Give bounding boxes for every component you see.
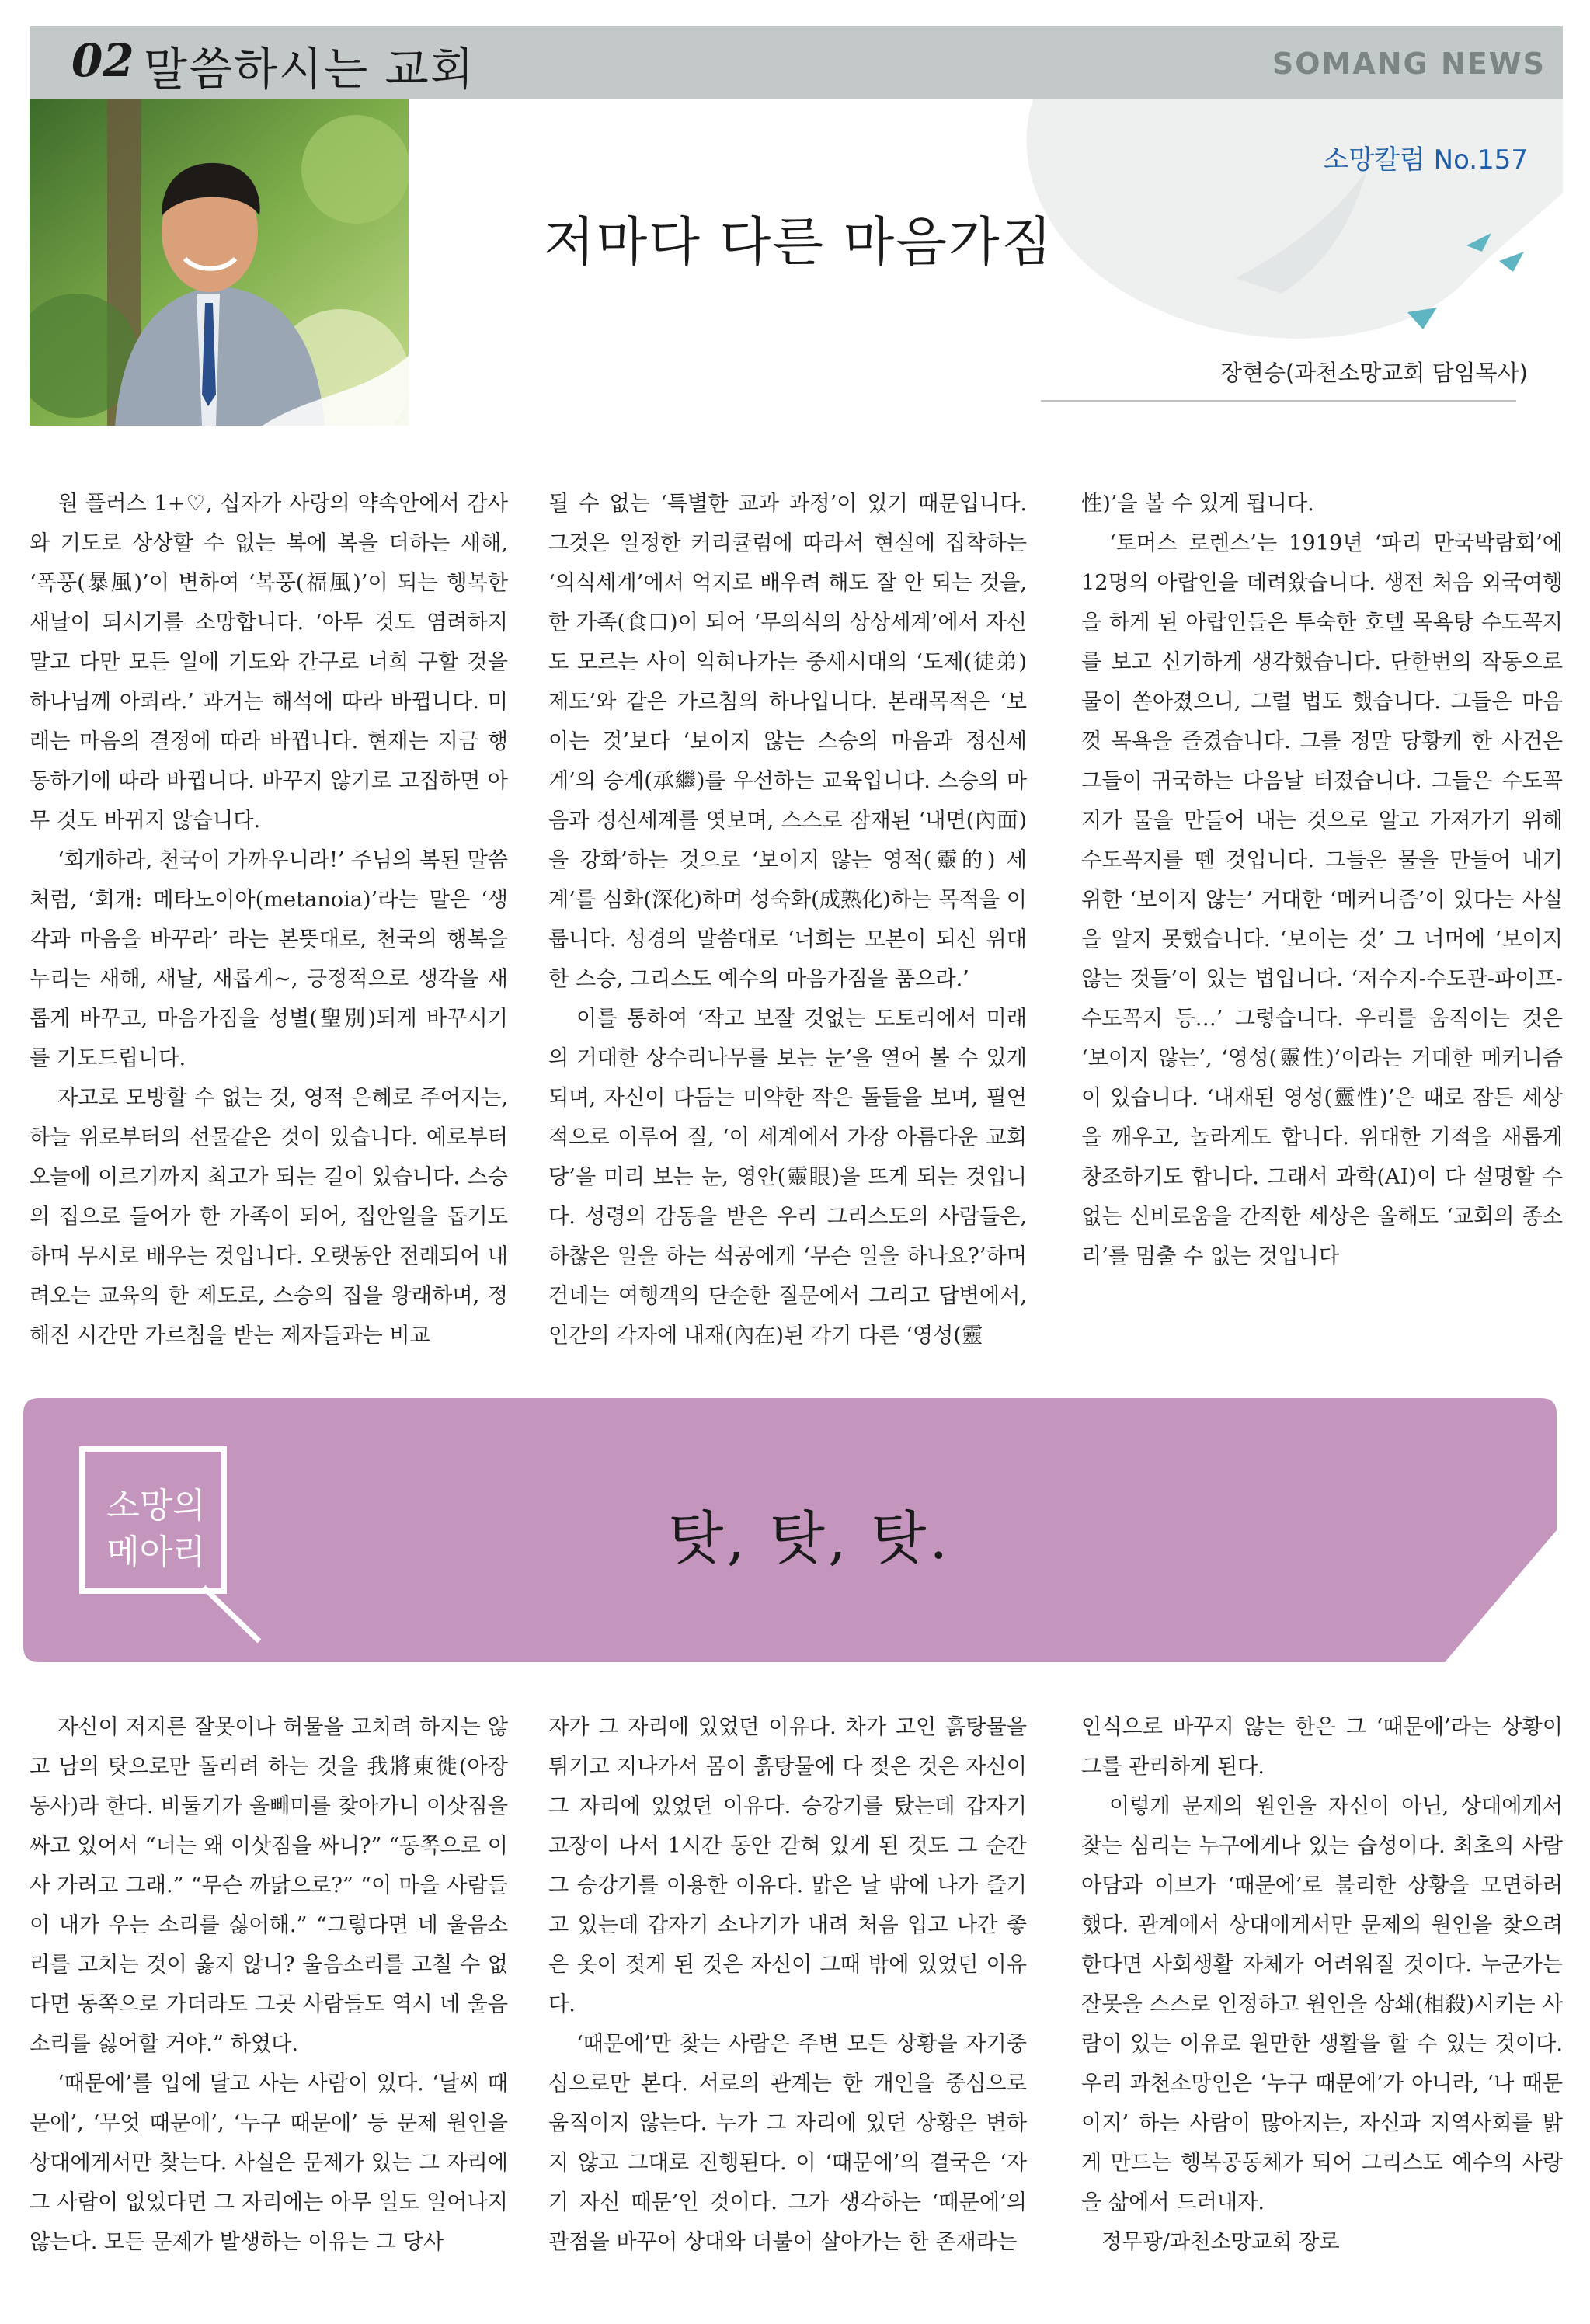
paragraph: 이렇게 문제의 원인을 자신이 아닌, 상대에게서 찾는 심리는 누구에게나 있는 습성이다. 최초의 사람 아담과 이브가 ‘때문에’로 불리한 상황을 모면하려 했다. 관계에서 상대에게서만 문제의 원인을 찾으려 한다면 사회생활 자체가 어려워질 것이다. 누군가는 잘못을 스스로 인정하고 원인을 상쇄(相殺)시키는 사람이 있는 이유로 원만한 생활을 할 수 있는 것이다. 우리 과천소망인은 ‘누구 때문에’가 아니라, ‘나 때문이지’ 하는 사람이 많아지는, 자신과 지역사회를 밝게 만드는 행복공동체가 되어 그리스도 예수의 사랑을 삶에서 드러내자. xyxy=(1081,1794,1563,2214)
article2-column-1 xyxy=(30,1707,508,2313)
bird-icon xyxy=(1499,252,1524,272)
article-signature: 정무광/과천소망교회 장로 xyxy=(1101,2230,1340,2254)
section-title: 말씀하시는 교회 xyxy=(144,43,475,96)
page-number: 02 xyxy=(71,34,134,87)
article2-column-2 xyxy=(548,1707,1027,2313)
paragraph: 인식으로 바꾸지 않는 한은 그 ‘때문에’라는 상황이 그를 관리하게 된다. xyxy=(1081,1715,1563,1779)
paragraph: 이를 통하여 ‘작고 보잘 것없는 도토리에서 미래의 거대한 상수리나무를 보는 눈’을 열어 볼 수 있게 되며, 자신이 다듬는 미약한 작은 돌들을 보며, 필연적으로 이루어 질, ‘이 세계에서 가장 아름다운 교회당’을 미리 보는 눈, 영안(靈眼)을 뜨게 되는 것입니다. 성령의 감동을 받은 우리 그리스도의 사람들은, 하찮은 일을 하는 석공에게 ‘무슨 일을 하나요?’하며 건네는 여행객의 단순한 질문에서 그리고 답변에서, 인간의 각자에 내재(內在)된 각기 다른 ‘영성(靈 xyxy=(548,1007,1027,1348)
paragraph: 性)’을 볼 수 있게 됩니다. xyxy=(1081,492,1314,516)
paragraph: ‘때문에’를 입에 달고 사는 사람이 있다. ‘날씨 때문에’, ‘무엇 때문에’, ‘누구 때문에’ 등 문제 원인을 상대에게서만 찾는다. 사실은 문제가 있는 그 자리에 그 사람이 없었다면 그 자리에는 아무 일도 일어나지 않는다. 모든 문제가 발생하는 이유는 그 당사 xyxy=(30,2072,508,2254)
article1-column-2 xyxy=(548,484,1027,1362)
article1-column-3 xyxy=(1081,484,1563,1362)
paragraph: ‘토머스 로렌스’는 1919년 ‘파리 만국박람회’에 12명의 아랍인을 데려왔습니다. 생전 처음 외국여행을 하게 된 아랍인들은 투숙한 호텔 목욕탕 수도꼭지를 보고 신기하게 생각했습니다. 단한번의 작동으로 물이 쏟아졌으니, 그럴 법도 했습니다. 그들은 마음껏 목욕을 즐겼습니다. 그를 정말 당황케 한 사건은 그들이 귀국하는 다음날 터졌습니다. 그들은 수도꼭지가 물을 만들어 내는 것으로 알고 가져가기 위해 수도꼭지를 뗀 것입니다. 그들은 물을 만들어 내기 위한 ‘보이지 않는’ 거대한 ‘메커니즘’이 있다는 사실을 알지 못했습니다. ‘보이는 것’ 그 너머에 ‘보이지 않는 것들’이 있는 법입니다. ‘저수지-수도관-파이프-수도꼭지 등…’ 그렇습니다. 우리를 움직이는 것은 ‘보이지 않는’, ‘영성(靈性)’이라는 거대한 메커니즘이 있습니다. ‘내재된 영성(靈性)’은 때로 잠든 세상을 깨우고, 놀라게도 합니다. 위대한 기적을 새롭게 창조하기도 합니다. 그래서 과학(AI)이 다 설명할 수 없는 신비로움을 간직한 세상은 올해도 ‘교회의 종소리’를 멈출 수 없는 것입니다 xyxy=(1081,531,1563,1268)
author-byline: 장현승(과천소망교회 담임목사) xyxy=(1219,360,1528,386)
paragraph: ‘회개하라, 천국이 가까우니라!’ 주님의 복된 말씀처럼, ‘회개: 메타노이아(metanoia)’라는 말은 ‘생각과 마음을 바꾸라’ 라는 본뜻대로, 천국의 행복을 누리는 새해, 새날, 새롭게~, 긍정적으로 생각을 새롭게 바꾸고, 마음가짐을 성별(聖別)되게 바꾸시기를 기도드립니다. xyxy=(30,848,508,1070)
paragraph: 자신이 저지른 잘못이나 허물을 고치려 하지는 않고 남의 탓으로만 돌리려 하는 것을 我將東徙(아장동사)라 한다. 비둘기가 올빼미를 찾아가니 이삿짐을 싸고 있어서 “너는 왜 이삿짐을 싸니?” “동쪽으로 이사 가려고 그래.” “무슨 까닭으로?” “이 마을 사람들이 내가 우는 소리를 싫어해.” “그렇다면 네 울음소리를 고치는 것이 옳지 않니? 울음소리를 고칠 수 없다면 동쪽으로 가더라도 그곳 사람들도 역시 네 울음소리를 싫어할 거야.” 하였다. xyxy=(30,1715,508,2056)
paragraph: 자가 그 자리에 있었던 이유다. 차가 고인 흙탕물을 튀기고 지나가서 몸이 흙탕물에 다 젖은 것은 자신이 그 자리에 있었던 이유다. 승강기를 탔는데 갑자기 고장이 나서 1시간 동안 갇혀 있게 된 것도 그 순간 그 승강기를 이용한 이유다. 맑은 날 밖에 나가 즐기고 있는데 갑자기 소나기가 내려 처음 입고 나간 좋은 옷이 젖게 된 것은 자신이 그때 밖에 있었던 이유다. xyxy=(548,1715,1027,2016)
banner-label-line2: 메아리 xyxy=(106,1533,206,1572)
paragraph: 될 수 없는 ‘특별한 교과 과정’이 있기 때문입니다. 그것은 일정한 커리큘럼에 따라서 현실에 집착하는 ‘의식세계’에서 억지로 배우려 해도 잘 안 되는 것을, 한 가족(食口)이 되어 ‘무의식의 상상세계’에서 자신도 모르는 사이 익혀나가는 중세시대의 ‘도제(徒弟) 제도’와 같은 가르침의 하나입니다. 본래목적은 ‘보이는 것’보다 ‘보이지 않는 스승의 마음과 정신세계’의 승계(承繼)를 우선하는 교육입니다. 스승의 마음과 정신세계를 엿보며, 스스로 잠재된 ‘내면(內面)을 강화’하는 것으로 ‘보이지 않는 영적(靈的) 세계’를 심화(深化)하며 성숙화(成熟化)하는 목적을 이룹니다. 성경의 말씀대로 ‘너희는 모본이 되신 위대한 스승, 그리스도 예수의 마음가짐을 품으라.’ xyxy=(548,492,1027,991)
column-number: 소망칼럼 No.157 xyxy=(1323,144,1528,176)
paragraph: 원 플러스 1+♡, 십자가 사랑의 약속안에서 감사와 기도로 상상할 수 없는 복에 복을 더하는 새해, ‘폭풍(暴風)’이 변하여 ‘복풍(福風)’이 되는 행복한 새날이 되시기를 소망합니다. ‘아무 것도 염려하지 말고 다만 모든 일에 기도와 간구로 너희 구할 것을 하나님께 아뢰라.’ 과거는 해석에 따라 바뀝니다. 미래는 마음의 결정에 따라 바뀝니다. 현재는 지금 행동하기에 따라 바뀝니다. 바꾸지 않기로 고집하면 아무 것도 바뀌지 않습니다. xyxy=(30,492,508,833)
article-title: 저마다 다른 마음가짐 xyxy=(544,212,1054,273)
banner-title: 탓, 탓, 탓. xyxy=(668,1505,952,1572)
masthead: SOMANG NEWS xyxy=(1272,47,1546,81)
paragraph: ‘때문에’만 찾는 사람은 주변 모든 상황을 자기중심으로만 본다. 서로의 관계는 한 개인을 중심으로 움직이지 않는다. 누가 그 자리에 있던 상황은 변하지 않고 그대로 진행된다. 이 ‘때문에’의 결국은 ‘자기 자신 때문’인 것이다. 그가 생각하는 ‘때문에’의 관점을 바꾸어 상대와 더불어 살아가는 한 존재라는 xyxy=(548,2032,1027,2254)
banner-label-line1: 소망의 xyxy=(106,1486,206,1526)
article1-column-1 xyxy=(30,484,508,1362)
article2-column-3 xyxy=(1081,1707,1563,2313)
byline-divider xyxy=(1041,400,1516,402)
author-photo xyxy=(30,99,409,426)
paragraph: 자고로 모방할 수 없는 것, 영적 은혜로 주어지는, 하늘 위로부터의 선물같은 것이 있습니다. 예로부터 오늘에 이르기까지 최고가 되는 길이 있습니다. 스승의 집으로 들어가 한 가족이 되어, 집안일을 돕기도 하며 무시로 배우는 것입니다. 오랫동안 전래되어 내려오는 교육의 한 제도로, 스승의 집을 왕래하며, 정해진 시간만 가르침을 받는 제자들과는 비교 xyxy=(30,1086,508,1348)
